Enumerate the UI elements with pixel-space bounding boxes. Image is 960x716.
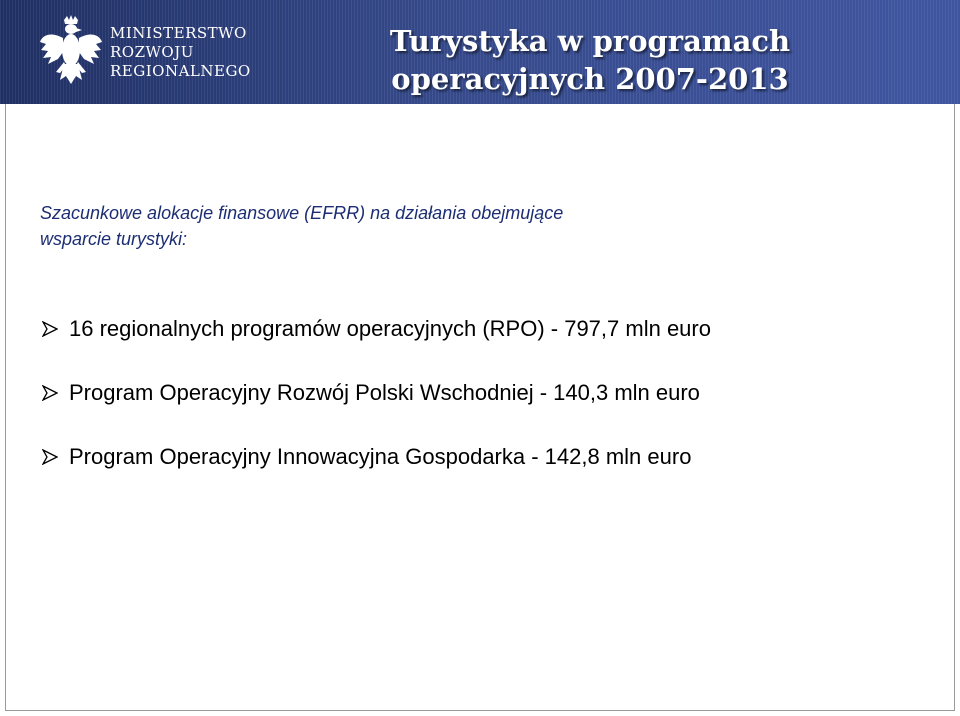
intro-line-1: Szacunkowe alokacje finansowe (EFRR) na działania obejmujące: [40, 203, 564, 223]
bullet-list: [42, 316, 942, 508]
polish-eagle-icon: [38, 14, 104, 92]
slide-title: [370, 22, 810, 98]
ministry-line-1: MINISTERSTWO: [110, 24, 247, 42]
bullet-item: [42, 380, 942, 444]
bullet-text: 16 regionalnych programów operacyjnych (RPO) - 797,7 mln euro: [69, 316, 711, 341]
arrowhead-bullet-icon: [42, 385, 58, 401]
bullet-text: Program Operacyjny Innowacyjna Gospodarka - 142,8 mln euro: [69, 444, 692, 469]
ministry-line-2: ROZWOJU: [110, 43, 194, 61]
arrowhead-bullet-icon: [42, 321, 58, 337]
bullet-text: Program Operacyjny Rozwój Polski Wschodniej - 140,3 mln euro: [69, 380, 700, 405]
bullet-item: [42, 316, 942, 380]
intro-line-2: wsparcie turystyki:: [40, 229, 188, 249]
intro-text: [40, 200, 760, 252]
ministry-line-3: REGIONALNEGO: [110, 62, 251, 80]
ministry-name: [110, 24, 251, 81]
header-banner: [0, 0, 960, 104]
slide-title-line-1: Turystyka w programach: [389, 24, 791, 58]
bullet-item: [42, 444, 942, 508]
slide-title-line-2: operacyjnych 2007-2013: [391, 62, 789, 96]
arrowhead-bullet-icon: [42, 449, 58, 465]
